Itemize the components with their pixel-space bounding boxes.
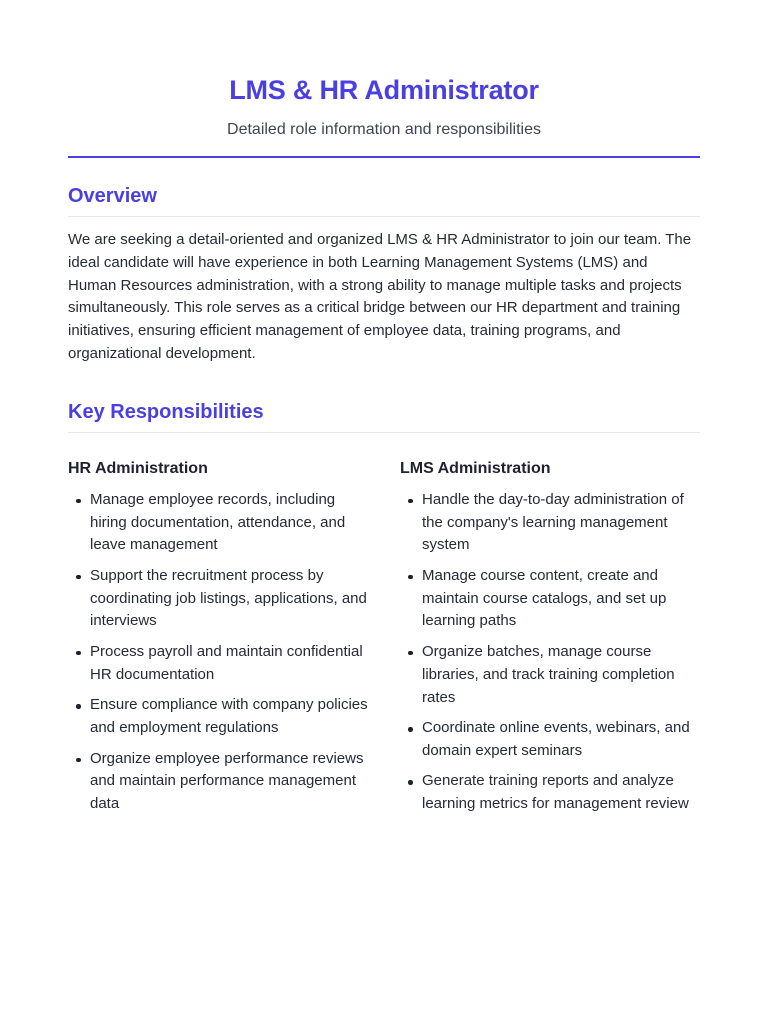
- list-item: [68, 565, 368, 633]
- list-item: [400, 489, 700, 557]
- list-item: [400, 641, 700, 709]
- header-divider: [68, 156, 700, 158]
- bullet-icon: [408, 780, 413, 785]
- responsibilities-columns: [68, 459, 700, 824]
- list-item: [68, 489, 368, 557]
- responsibilities-heading: Key Responsibilities: [68, 400, 700, 433]
- bullet-icon: [76, 575, 81, 580]
- list-item-text: Process payroll and maintain confidential HR documentation: [90, 642, 363, 683]
- overview-section: [68, 184, 700, 366]
- lms-administration-heading: LMS Administration: [400, 459, 551, 477]
- list-item-text: Ensure compliance with company policies and employment regulations: [90, 696, 368, 737]
- bullet-icon: [408, 575, 413, 580]
- list-item: [68, 694, 368, 740]
- hr-administration-heading: HR Administration: [68, 459, 208, 477]
- page-title: LMS & HR Administrator: [229, 75, 539, 105]
- list-item-text: Coordinate online events, webinars, and domain expert seminars: [422, 719, 690, 759]
- bullet-icon: [76, 651, 81, 656]
- overview-heading: Overview: [68, 184, 700, 217]
- page-subtitle: Detailed role information and responsibilities: [227, 121, 541, 138]
- list-item-text: Organize batches, manage course libraries, and track training completion rates: [422, 642, 675, 706]
- list-item: [400, 565, 700, 633]
- bullet-icon: [408, 727, 413, 732]
- hr-responsibility-list: [68, 489, 368, 816]
- bullet-icon: [408, 499, 413, 504]
- list-item: [400, 717, 700, 763]
- list-item: [68, 748, 368, 816]
- lms-responsibility-list: [400, 489, 700, 816]
- list-item: [68, 641, 368, 687]
- list-item-text: Handle the day-to-day administration of the company's learning management system: [422, 490, 684, 554]
- list-item: [400, 770, 700, 816]
- bullet-icon: [408, 651, 413, 656]
- page-header: [68, 0, 700, 158]
- list-item-text: Manage employee records, including hiring documentation, attendance, and leave management: [90, 490, 346, 554]
- lms-administration-column: [400, 459, 700, 824]
- list-item-text: Organize employee performance reviews and maintain performance management data: [90, 749, 364, 813]
- list-item-text: Support the recruitment process by coordinating job listings, applications, and interviews: [90, 566, 367, 630]
- bullet-icon: [76, 704, 81, 709]
- bullet-icon: [76, 758, 81, 763]
- bullet-icon: [76, 499, 81, 504]
- list-item-text: Manage course content, create and maintain course catalogs, and set up learning paths: [422, 566, 667, 630]
- hr-administration-column: [68, 459, 368, 824]
- list-item-text: Generate training reports and analyze learning metrics for management review: [422, 772, 689, 813]
- responsibilities-section: [68, 400, 700, 824]
- job-description-page: [68, 0, 700, 824]
- overview-text: We are seeking a detail-oriented and organized LMS & HR Administrator to join our team. The ideal candidate will have experience in both Learning Management Systems (LMS) and Human Resources administration, with a strong ability to manage multiple tasks and projects simultaneously. This role serves as a critical bridge between our HR department and training initiatives, ensuring efficient management of employee data, training programs, and organizational development.: [68, 231, 692, 362]
